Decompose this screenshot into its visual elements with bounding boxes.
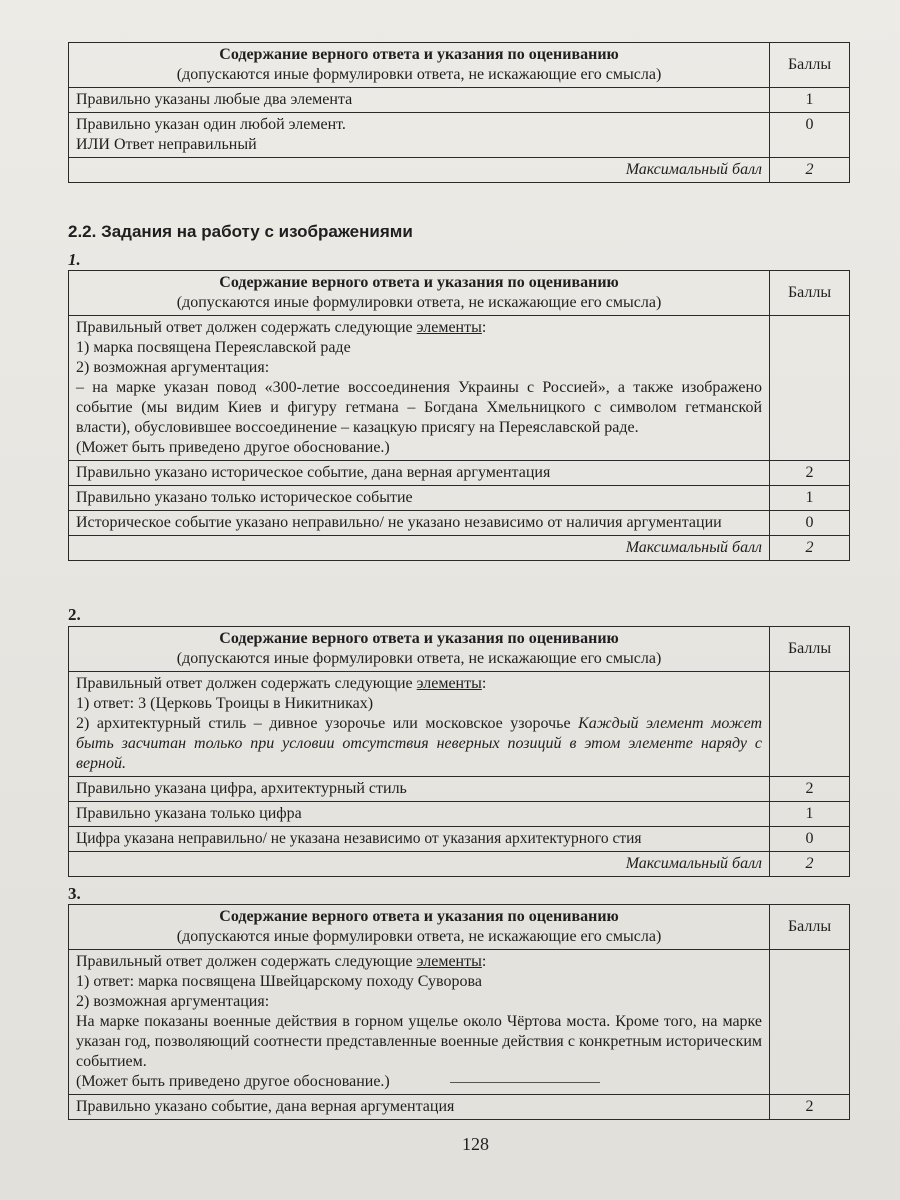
pencil-mark xyxy=(450,1082,600,1083)
criteria-table-task-2 xyxy=(68,626,850,877)
answer-line xyxy=(76,1072,762,1092)
criterion-text: Правильно указана цифра, архитектурный стиль xyxy=(69,777,770,802)
points-header: Баллы xyxy=(770,627,850,672)
answer-row xyxy=(69,672,850,777)
header-cell xyxy=(69,43,770,88)
criterion-text: Правильно указаны любые два элемента xyxy=(69,88,770,113)
criterion-points: 2 xyxy=(770,1095,850,1120)
answer-row xyxy=(69,316,850,461)
task-number: 1. xyxy=(68,250,81,269)
intro-underlined: элементы xyxy=(416,319,482,336)
header-title: Содержание верного ответа и указания по оцениванию xyxy=(219,274,619,291)
criterion-line: ИЛИ Ответ неправильный xyxy=(76,136,257,153)
criteria-table-task-3 xyxy=(68,904,850,1120)
table-row xyxy=(69,802,850,827)
page-number: 128 xyxy=(462,1134,489,1154)
criterion-text: Правильно указано только историческое событие xyxy=(69,486,770,511)
empty-cell xyxy=(770,672,850,777)
header-cell xyxy=(69,905,770,950)
answer-intro xyxy=(76,952,762,972)
criterion-text: Правильно указано историческое событие, дана верная аргументация xyxy=(69,461,770,486)
max-score-label: Максимальный балл xyxy=(69,536,770,561)
intro-text: Правильный ответ должен содержать следующие xyxy=(76,953,413,970)
header-cell xyxy=(69,627,770,672)
task-number: 2. xyxy=(68,605,81,624)
header-subtitle: (допускаются иные формулировки ответа, не искажающие его смысла) xyxy=(176,650,662,667)
empty-cell xyxy=(770,316,850,461)
criterion-points: 2 xyxy=(770,777,850,802)
table-header-row xyxy=(69,627,850,672)
criterion-text: Цифра указана неправильно/ не указана независимо от указания архитектурного стия xyxy=(69,827,770,852)
empty-cell xyxy=(770,950,850,1095)
answer-note-italic: Каждый элемент может быть засчитан только при условии отсутствия неверных позиций в этом элементе наряду с верной. xyxy=(76,715,763,772)
task-number: 3. xyxy=(68,884,81,903)
answer-line xyxy=(76,714,762,774)
criterion-points: 1 xyxy=(770,88,850,113)
answer-line: 1) ответ: марка посвящена Швейцарскому походу Суворова xyxy=(76,973,482,990)
answer-line: (Может быть приведено другое обоснование.) xyxy=(76,439,390,456)
intro-colon: : xyxy=(481,953,487,970)
max-score-value: 2 xyxy=(770,536,850,561)
answer-intro xyxy=(76,318,762,338)
max-score-label: Максимальный балл xyxy=(69,852,770,877)
criterion-line: Правильно указан один любой элемент. xyxy=(76,116,346,133)
intro-colon: : xyxy=(481,675,487,692)
table-row xyxy=(69,113,850,158)
intro-text: Правильный ответ должен содержать следующие xyxy=(76,675,413,692)
answer-line: 2) возможная аргументация: xyxy=(76,993,270,1010)
table-row xyxy=(69,511,850,536)
max-score-value: 2 xyxy=(770,852,850,877)
answer-content xyxy=(69,316,770,461)
table-row xyxy=(69,777,850,802)
criterion-text: Историческое событие указано неправильно/ не указано независимо от наличия аргументации xyxy=(69,511,770,536)
header-subtitle: (допускаются иные формулировки ответа, не искажающие его смысла) xyxy=(176,928,662,945)
criteria-table-task-1 xyxy=(68,270,850,561)
answer-intro xyxy=(76,674,762,694)
answer-line-text: (Может быть приведено другое обоснование.) xyxy=(76,1073,390,1090)
table-row xyxy=(69,1095,850,1120)
answer-line: 1) марка посвящена Переяславской раде xyxy=(76,339,351,356)
criterion-points: 2 xyxy=(770,461,850,486)
intro-underlined: элементы xyxy=(416,675,482,692)
table-header-row xyxy=(69,43,850,88)
header-subtitle: (допускаются иные формулировки ответа, не искажающие его смысла) xyxy=(176,294,662,311)
table-header-row xyxy=(69,271,850,316)
header-title: Содержание верного ответа и указания по оцениванию xyxy=(219,46,619,63)
criterion-points: 0 xyxy=(770,827,850,852)
max-score-label: Максимальный балл xyxy=(69,158,770,183)
answer-style-text: 2) архитектурный стиль – дивное узорочье или московское узорочье xyxy=(76,715,571,732)
intro-text: Правильный ответ должен содержать следующие xyxy=(76,319,413,336)
max-score-row xyxy=(69,852,850,877)
criterion-text: Правильно указана только цифра xyxy=(69,802,770,827)
max-score-row xyxy=(69,536,850,561)
max-score-value: 2 xyxy=(770,158,850,183)
table-row xyxy=(69,461,850,486)
criterion-points: 0 xyxy=(770,511,850,536)
section-heading: 2.2. Задания на работу с изображениями xyxy=(68,222,413,241)
criterion-text xyxy=(69,113,770,158)
criterion-points: 1 xyxy=(770,802,850,827)
header-subtitle: (допускаются иные формулировки ответа, не искажающие его смысла) xyxy=(176,66,662,83)
answer-row xyxy=(69,950,850,1095)
header-title: Содержание верного ответа и указания по оцениванию xyxy=(219,630,619,647)
header-cell xyxy=(69,271,770,316)
table-header-row xyxy=(69,905,850,950)
table-row xyxy=(69,827,850,852)
max-score-row xyxy=(69,158,850,183)
criterion-points: 0 xyxy=(770,113,850,158)
answer-line: На марке показаны военные действия в горном ущелье около Чёртова моста. Кроме того, на марке указан год, позволяющий соотнести представленные военные действия с конкретным историческим событием. xyxy=(76,1013,763,1070)
answer-line: 2) возможная аргументация: xyxy=(76,359,270,376)
answer-line: 1) ответ: 3 (Церковь Троицы в Никитниках) xyxy=(76,695,374,712)
points-header: Баллы xyxy=(770,43,850,88)
intro-colon: : xyxy=(481,319,487,336)
criterion-text: Правильно указано событие, дана верная аргументация xyxy=(69,1095,770,1120)
answer-content xyxy=(69,672,770,777)
intro-underlined: элементы xyxy=(416,953,482,970)
criterion-points: 1 xyxy=(770,486,850,511)
table-row xyxy=(69,486,850,511)
header-title: Содержание верного ответа и указания по оцениванию xyxy=(219,908,619,925)
points-header: Баллы xyxy=(770,271,850,316)
answer-line: – на марке указан повод «300-летие воссоединения Украины с Россией», а также изображено событие (мы видим Киев и фигуру гетмана – Богдана Хмельницкого с символом гетманской власти), обусловившее воссоединение – казацкую присягу на Переяславской раде. xyxy=(76,379,763,436)
points-header: Баллы xyxy=(770,905,850,950)
criteria-table-continued xyxy=(68,42,850,183)
table-row xyxy=(69,88,850,113)
answer-content xyxy=(69,950,770,1095)
